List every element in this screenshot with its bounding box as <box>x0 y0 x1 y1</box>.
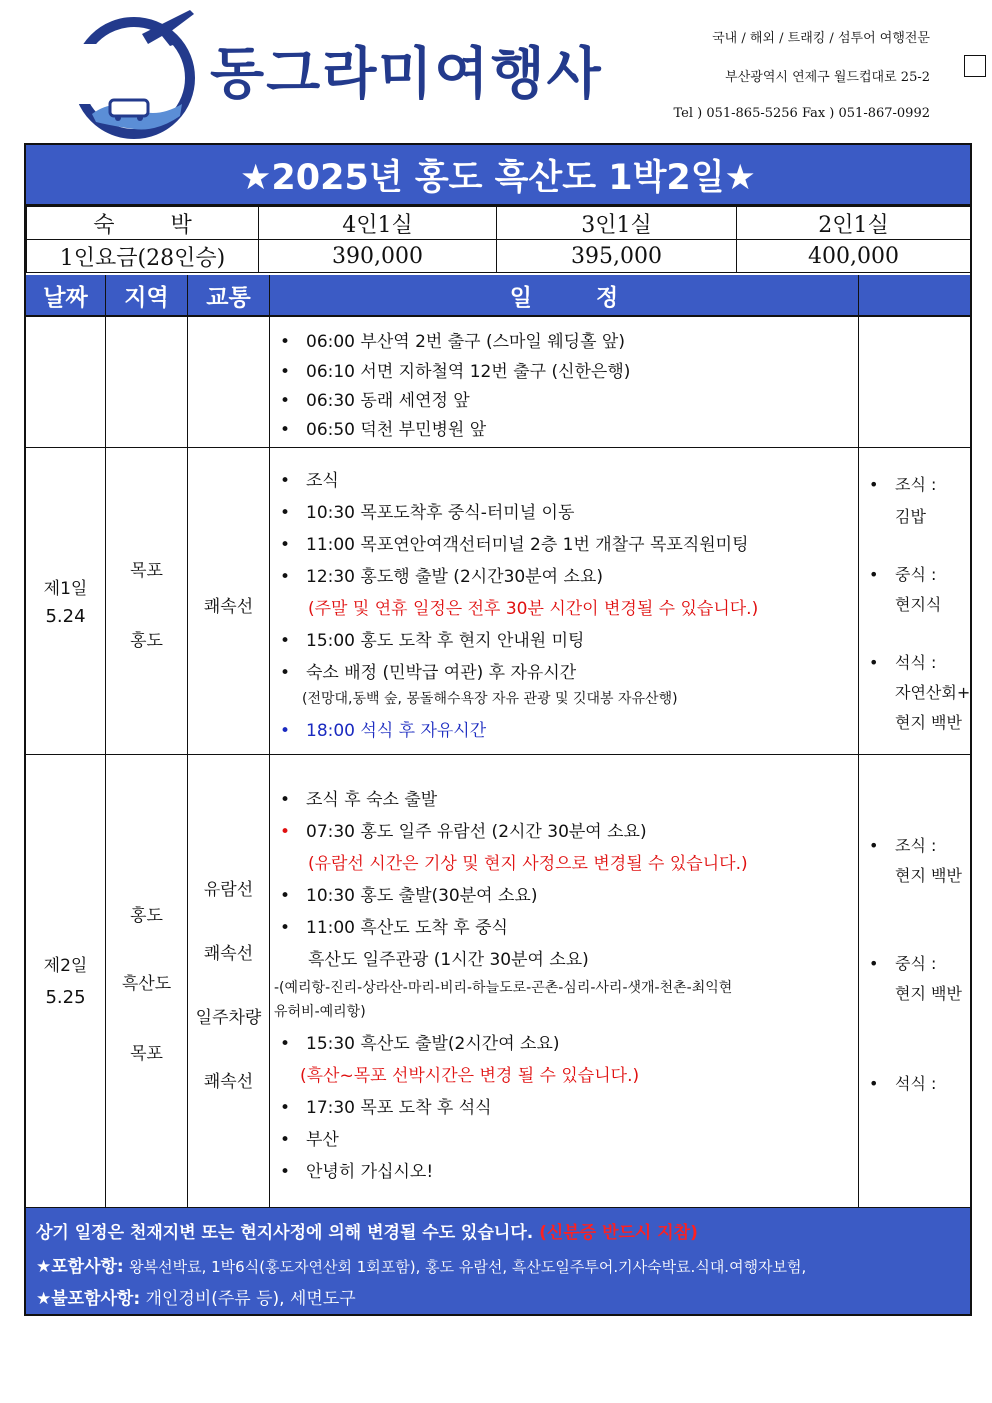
address: 부산광역시 연제구 월드컵대로 25-2 <box>725 70 930 85</box>
price-table <box>26 206 971 273</box>
checkbox[interactable] <box>964 55 986 77</box>
contact-info: Tel ) 051-865-5256 Fax ) 051-867-0992 <box>673 106 930 121</box>
page-title: ★2025년 홍도 흑산도 1박2일★ <box>26 145 970 206</box>
list-item: 조식 <box>306 471 339 491</box>
day2-date: 제2일 5.25 <box>26 755 106 1207</box>
day1-area: 목포 홍도 <box>106 448 188 754</box>
notice-text: (유람선 시간은 기상 및 현지 사정으로 변경될 수 있습니다.) <box>308 854 748 874</box>
list-item: 15:30 흑산도 출발(2시간여 소요) <box>306 1034 560 1054</box>
list-item: 15:00 홍도 도착 후 현지 안내원 미팅 <box>306 631 585 651</box>
price-value: 390,000 <box>259 240 497 273</box>
included-label: ★포함사항: <box>36 1257 124 1277</box>
list-item: 안녕히 가십시오! <box>306 1162 434 1182</box>
list-item: 11:00 목포연안여객선터미널 2층 1번 개찰구 목포직원미팅 <box>306 535 749 555</box>
room-type: 3인1실 <box>497 207 737 240</box>
pickup-row <box>26 317 970 448</box>
header-schedule: 일 정 <box>270 275 859 315</box>
notice-text: (흑산~목포 선박시간은 변경 될 수 있습니다.) <box>300 1066 640 1086</box>
price-value: 395,000 <box>497 240 737 273</box>
list-item: 10:30 홍도 출발(30분여 소요) <box>306 886 538 906</box>
excluded-text: 개인경비(주류 등), 세면도구 <box>145 1289 356 1309</box>
header-area: 지역 <box>106 275 188 315</box>
list-item: 18:00 석식 후 자유시간 <box>306 721 487 741</box>
notice-red: (신분증 반드시 지참) <box>539 1223 698 1243</box>
room-type-row <box>27 207 971 240</box>
price-label: 1인요금(28인승) <box>27 240 259 273</box>
included-text: 왕복선박료, 1박6식(홍도자연산회 1회포함), 홍도 유람선, 흑산도일주투어.기사숙박료.식대.여행자보험, <box>129 1258 807 1276</box>
list-item: 07:30 홍도 일주 유람선 (2시간 30분여 소요) <box>306 822 647 842</box>
day1-schedule: • 조식 • 10:30 목포도착후 중식-터미널 이동 • 11:00 목포연안여객선터미널 2층 1번 개찰구 목포직원미팅 • 12:30 홍도행 출발 (2시간30분여 소요) (주말 및 연휴 일정은 전후 30분 시간이 변경될 수 있습니다.) • 15:00 홍도 도착 후 현지 안내원 미팅 • 숙소 배정 (민박급 여관) 후 자유시간 (전망대,동백 숲, 몽돌해수욕장 자유 관광 및 깃대봉 자유산행) • 18:00 석식 후 자유시간 <box>270 448 859 754</box>
list-item: 숙소 배정 (민박급 여관) 후 자유시간 <box>306 663 577 683</box>
itinerary-sheet <box>24 143 972 1316</box>
list-item: 12:30 홍도행 출발 (2시간30분여 소요) <box>306 567 603 587</box>
list-item: 06:00 부산역 2번 출구 (스마일 웨딩홀 앞) <box>306 332 625 352</box>
page-header <box>0 0 992 145</box>
footer-notes <box>26 1208 970 1314</box>
header-meal <box>859 275 970 315</box>
price-row <box>27 240 971 273</box>
list-item: 조식 후 숙소 출발 <box>306 790 438 810</box>
day2-transport: 유람선 쾌속선 일주차량 쾌속선 <box>188 755 270 1207</box>
day2-area: 홍도 흑산도 목포 <box>106 755 188 1207</box>
note-text: (전망대,동백 숲, 몽돌해수욕장 자유 관광 및 깃대봉 자유산행) <box>302 691 678 707</box>
list-item: 06:10 서면 지하철역 12번 출구 (신한은행) <box>306 362 631 382</box>
day2-meals: • 조식 : 현지 백반 • 중식 : 현지 백반 • 석식 : <box>869 836 962 1093</box>
list-item: 부산 <box>306 1130 339 1150</box>
day2-row <box>26 755 970 1208</box>
route-text: -(예리항-진리-상라산-마리-비리-하늘도로-곤촌-심리-사리-샛개-천촌-최익현 <box>274 980 733 996</box>
tagline: 국내 / 해외 / 트래킹 / 섬투어 여행전문 <box>712 31 930 46</box>
route-text: 유허비-예리항) <box>274 1004 366 1020</box>
list-item: 17:30 목포 도착 후 석식 <box>306 1098 492 1118</box>
logo-icon <box>72 4 202 144</box>
notice: 상기 일정은 천재지변 또는 현지사정에 의해 변경될 수도 있습니다. <box>36 1223 534 1243</box>
day1-meals: • 조식 : 김밥 • 중식 : 현지식 • 석식 : 자연산회+ 현지 백반 <box>869 475 971 732</box>
brand-name: 동그라미여행사 <box>210 42 603 107</box>
list-item: 06:30 동래 세연정 앞 <box>306 391 470 411</box>
list-item: 11:00 흑산도 도착 후 중식 <box>306 918 508 938</box>
header-date: 날짜 <box>26 275 106 315</box>
list-item: 06:50 덕천 부민병원 앞 <box>306 420 487 440</box>
room-type: 2인1실 <box>737 207 971 240</box>
excluded-label: ★불포함사항: <box>36 1289 141 1309</box>
day1-date: 제1일 5.24 <box>26 448 106 754</box>
lodging-label: 숙 박 <box>27 207 259 240</box>
room-type: 4인1실 <box>259 207 497 240</box>
price-value: 400,000 <box>737 240 971 273</box>
day1-transport: 쾌속선 <box>188 448 270 754</box>
pickup-schedule: • 06:00 부산역 2번 출구 (스마일 웨딩홀 앞) • 06:10 서면 지하철역 12번 출구 (신한은행) • 06:30 동래 세연정 앞 • 06:50 덕천 부민병원 앞 <box>270 317 859 447</box>
header-transport: 교통 <box>188 275 270 315</box>
schedule-header <box>26 275 970 317</box>
list-item: 10:30 목포도착후 중식-터미널 이동 <box>306 503 575 523</box>
list-item: 흑산도 일주관광 (1시간 30분여 소요) <box>308 950 589 970</box>
day2-schedule: • 조식 후 숙소 출발 • 07:30 홍도 일주 유람선 (2시간 30분여 소요) (유람선 시간은 기상 및 현지 사정으로 변경될 수 있습니다.) • 10:30 홍도 출발(30분여 소요) • 11:00 흑산도 도착 후 중식 흑산도 일주관광 (1시간 30분여 소요) -(예리항-진리-상라산-마리-비리-하늘도로-곤촌-심리-사리-샛개-천촌-최익현 유허비-예리항) • 15:30 흑산도 출발(2시간여 소요) (흑산~목포 선박시간은 변경 될 수 있습니다.) • 17:30 목포 도착 후 석식 • 부산 • 안녕히 가십시오! <box>270 755 859 1207</box>
notice-text: (주말 및 연휴 일정은 전후 30분 시간이 변경될 수 있습니다.) <box>308 599 759 619</box>
day1-row <box>26 448 970 755</box>
